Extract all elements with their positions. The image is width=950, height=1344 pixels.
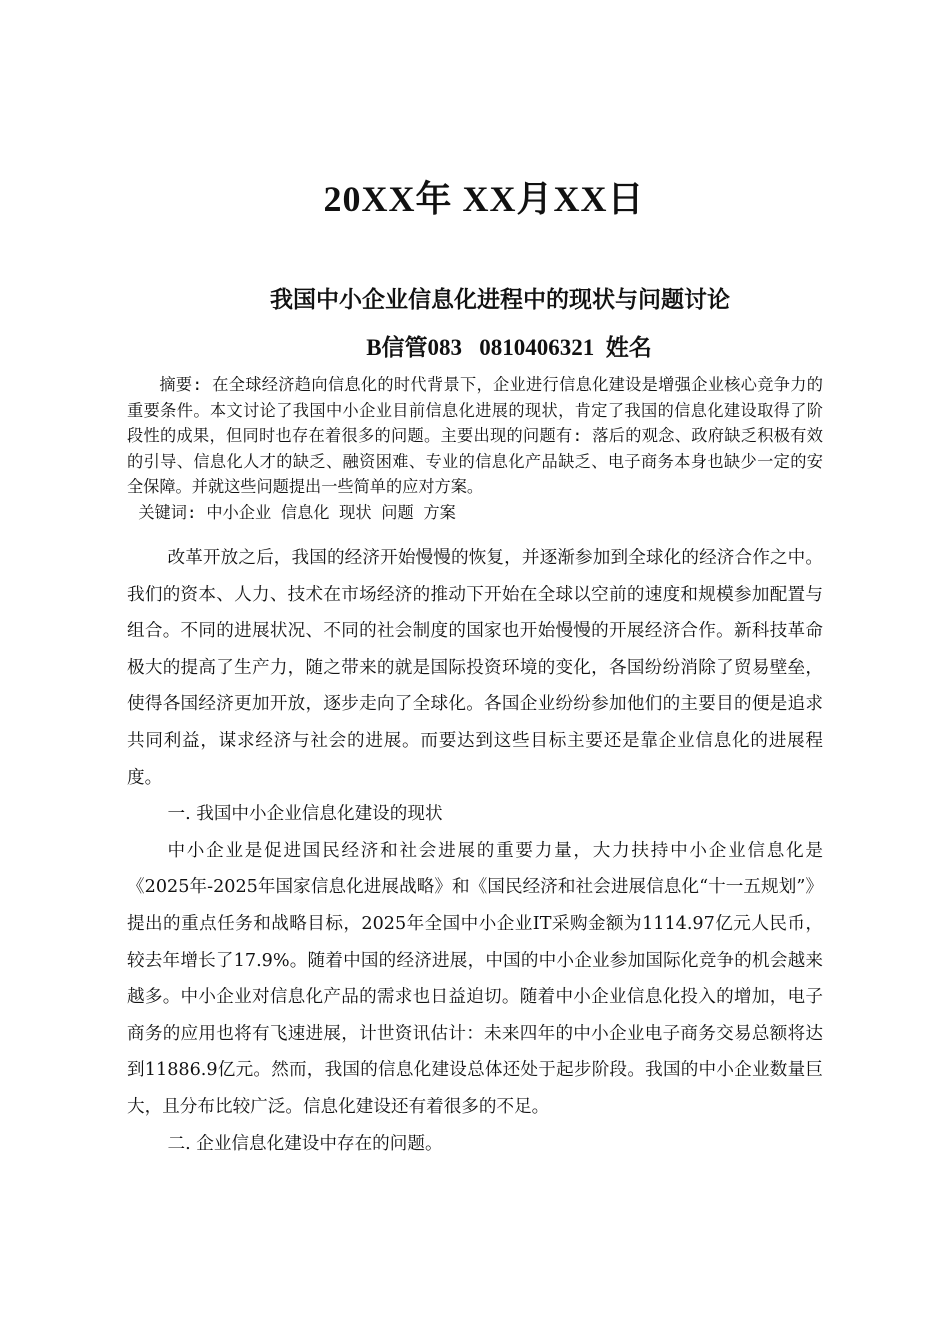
body-paragraph-status: 中小企业是促进国民经济和社会进展的重要力量，大力扶持中小企业信息化是《2025年-2025年国家信息化进展战略》和《国民经济和社会进展信息化“十一五规划”》提出的重点任务和战略目标，2025年全国中小企业IT采购金额为1114.97亿元人民币，较去年增长了17.9%。随着中国的经济进展，中国的中小企业参加国际化竞争的机会越来越多。中小企业对信息化产品的需求也日益迫切。随着中小企业信息化投入的增加，电子商务的应用也将有飞速进展，计世资讯估计：未来四年的中小企业电子商务交易总额将达到11886.9亿元。然而，我国的信息化建设总体还处于起步阶段。我国的中小企业数量巨大，且分布比较广泛。信息化建设还有着很多的不足。 <box>127 840 823 1117</box>
abstract-section <box>127 372 823 526</box>
abstract-text: 摘要: 在全球经济趋向信息化的时代背景下，企业进行信息化建设是增强企业核心竞争力的重要条件。本文讨论了我国中小企业目前信息化进展的现状，肯定了我国的信息化建设取得了阶段性的成果，但同时也存在着很多的问题。主要出现的问题有: 落后的观念、政府缺乏积极有效的引导、信息化人才的缺乏、融资困难、专业的信息化产品缺乏、电子商务本身也缺少一定的安全保障。并就这些问题提出一些简单的应对方案。 <box>127 375 823 497</box>
keywords-line: 关键词: 中小企业 信息化 现状 问题 方案 <box>138 502 456 522</box>
date-heading: 20XX年 XX月XX日 <box>323 179 645 219</box>
section-heading-1: 一. 我国中小企业信息化建设的现状 <box>167 804 443 825</box>
author-line: B信管083 0810406321 姓名 <box>366 335 652 360</box>
body-section <box>127 540 823 1162</box>
document-title: 我国中小企业信息化进程中的现状与问题讨论 <box>270 286 730 313</box>
section-heading-2: 二. 企业信息化建设中存在的问题。 <box>167 1133 443 1154</box>
body-paragraph-intro: 改革开放之后，我国的经济开始慢慢的恢复，并逐渐参加到全球化的经济合作之中。我们的资本、人力、技术在市场经济的推动下开始在全球以空前的速度和规模参加配置与组合。不同的进展状况、不同的社会制度的国家也开始慢慢的开展经济合作。新科技革命极大的提高了生产力，随之带来的就是国际投资环境的变化，各国纷纷消除了贸易壁垒，使得各国经济更加开放，逐步走向了全球化。各国企业纷纷参加他们的主要目的便是追求共同利益，谋求经济与社会的进展。而要达到这些目标主要还是靠企业信息化的进展程度。 <box>127 548 823 788</box>
